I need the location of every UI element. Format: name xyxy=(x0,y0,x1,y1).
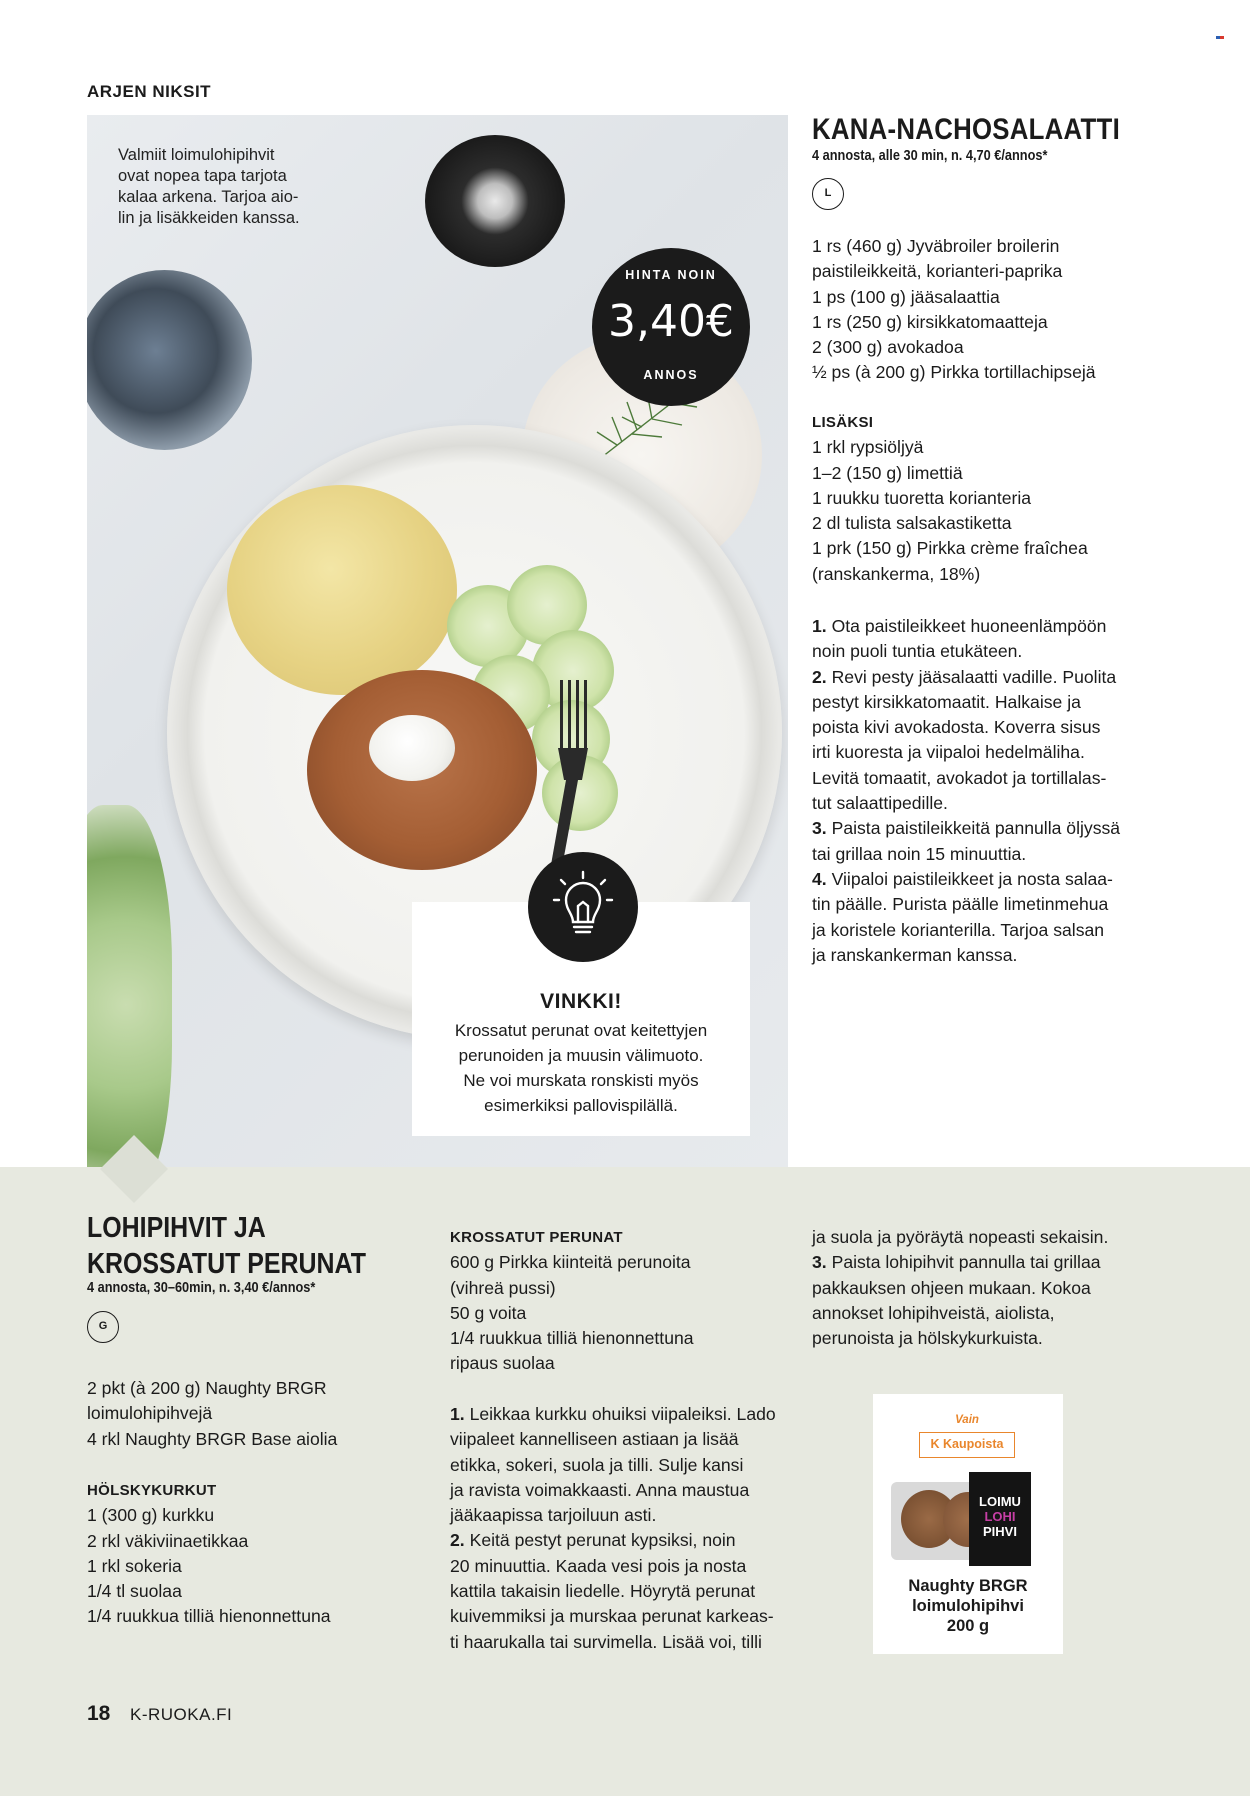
step-line: viipaleet kannelliseen astiaan ja lisää xyxy=(450,1429,739,1450)
badge-top-text: Vain xyxy=(955,1414,979,1426)
extras-line: (ranskankerma, 18%) xyxy=(812,563,981,584)
potatoes-heading: KROSSATUT PERUNAT xyxy=(450,1229,623,1246)
tip-title: VINKKI! xyxy=(540,990,622,1013)
extras-heading: LISÄKSI xyxy=(812,414,874,431)
price-badge-value: 3,40€ xyxy=(608,296,734,347)
step-line: Levitä tomaatit, avokadot ja tortillalas- xyxy=(812,767,1107,788)
pickles-heading: HÖLSKYKURKUT xyxy=(87,1482,217,1499)
ingredient-line: 1 ps (100 g) jääsalaattia xyxy=(812,286,1000,307)
price-badge-bottom: ANNOS xyxy=(643,368,699,382)
recipe-meta: 4 annosta, alle 30 min, n. 4,70 €/annos* xyxy=(812,148,1048,164)
caption-line: Valmiit loimulohipihvit xyxy=(118,146,275,164)
product-box xyxy=(873,1394,1063,1654)
step-line: perunoista ja hölskykurkuista. xyxy=(812,1328,1043,1349)
caption-line: lin ja lisäkkeiden kanssa. xyxy=(118,209,300,227)
step-line: poista kivi avokadosta. Koverra sisus xyxy=(812,717,1101,738)
step-line: ja ravista voimakkaasti. Anna maustua xyxy=(450,1479,750,1500)
extras-line: 1 prk (150 g) Pirkka crème fraîchea xyxy=(812,538,1088,559)
package-label xyxy=(969,1472,1031,1566)
extras-line: 2 dl tulista salsakastiketta xyxy=(812,513,1012,534)
step-line: kattila takaisin liedelle. Höyrytä perunat xyxy=(450,1581,756,1602)
recipe-title: KANA-NACHOSALAATTI xyxy=(812,113,1121,146)
step-line: 1. Leikkaa kurkku ohuiksi viipaleiksi. Lado xyxy=(450,1404,776,1424)
ingredient-line: (vihreä pussi) xyxy=(450,1277,556,1298)
aioli-dollop xyxy=(369,715,455,781)
badge-main-text: K Kaupoista xyxy=(919,1432,1015,1458)
step-line: 1. Ota paistileikkeet huoneenlämpöön xyxy=(812,616,1107,636)
step-line: ja ranskankerman kanssa. xyxy=(812,944,1018,965)
step-line: 20 minuuttia. Kaada vesi pois ja nosta xyxy=(450,1555,747,1576)
product-name xyxy=(873,1576,1063,1636)
step-line: tut salaattipedille. xyxy=(812,793,948,814)
ingredient-line: 4 rkl Naughty BRGR Base aiolia xyxy=(87,1428,338,1449)
package-label-line: PIHVI xyxy=(983,1524,1017,1539)
ingredient-line: 1 (300 g) kurkku xyxy=(87,1505,215,1526)
step-line: pakkauksen ohjeen mukaan. Kokoa xyxy=(812,1277,1091,1298)
step-line: noin puoli tuntia etukäteen. xyxy=(812,641,1023,662)
bottom-recipe-title xyxy=(87,1210,366,1282)
photo-caption xyxy=(118,145,328,229)
extras-line: 1 rkl rypsiöljyä xyxy=(812,437,924,458)
step-line: kuivemmiksi ja murskaa perunat karkeas- xyxy=(450,1606,774,1627)
price-badge-top: HINTA NOIN xyxy=(625,268,717,282)
step-line: 3. Paista lohipihvit pannulla tai grillaa xyxy=(812,1252,1101,1273)
bottom-ingredient-list xyxy=(87,1376,337,1452)
extras-line: 1–2 (150 g) limettiä xyxy=(812,462,963,483)
package-label-line: LOHI xyxy=(984,1509,1016,1524)
step-line: tin päälle. Purista päälle limetinmehua xyxy=(812,894,1109,915)
extras-list xyxy=(812,410,1088,587)
salt-bowl xyxy=(425,135,565,267)
step-line: annokset lohipihveistä, aiolista, xyxy=(812,1302,1055,1323)
title-line: LOHIPIHVIT JA xyxy=(87,1212,266,1244)
extras-line: 1 ruukku tuoretta korianteria xyxy=(812,487,1032,508)
cucumber-bowl xyxy=(87,805,172,1167)
step-line: 3. Paista paistileikkeitä pannulla öljyssä xyxy=(812,818,1121,839)
ingredient-line: 600 g Pirkka kiinteitä perunoita xyxy=(450,1252,691,1273)
method-steps xyxy=(812,614,1120,968)
ingredient-line: 1 rs (250 g) kirsikkatomaatteja xyxy=(812,311,1048,332)
ingredient-line: 2 pkt (à 200 g) Naughty BRGR xyxy=(87,1378,327,1398)
step-line: irti kuoresta ja viipaloi hedelmäliha. xyxy=(812,742,1085,763)
diet-badge-gluten-free: G xyxy=(87,1311,119,1343)
step-line: ti haarukalla tai survimella. Lisää voi, tilli xyxy=(450,1631,762,1652)
step-line: jääkaapissa tarjoiluun asti. xyxy=(450,1505,657,1526)
pickles-list xyxy=(87,1478,331,1630)
tip-text xyxy=(422,1018,740,1118)
tip-line: Ne voi murskata ronskisti myös xyxy=(463,1071,699,1090)
package-label-line: LOIMU xyxy=(979,1494,1021,1509)
site-link[interactable]: K-RUOKA.FI xyxy=(130,1705,233,1724)
product-name-line: 200 g xyxy=(946,1617,990,1635)
ingredient-line: 1 rkl sokeria xyxy=(87,1555,182,1576)
tip-line: Krossatut perunat ovat keitettyjen xyxy=(454,1021,708,1040)
section-label: ARJEN NIKSIT xyxy=(87,82,212,101)
ingredient-line: ½ ps (à 200 g) Pirkka tortillachipsejä xyxy=(812,362,1096,383)
step-line: ja suola ja pyöräytä nopeasti sekaisin. xyxy=(812,1227,1109,1247)
ingredient-line: 1/4 tl suolaa xyxy=(87,1581,182,1602)
ingredient-line: paistileikkeitä, korianteri-paprika xyxy=(812,261,1063,282)
step-line: etikka, sokeri, suola ja tilli. Sulje kansi xyxy=(450,1454,744,1475)
ingredient-line: ripaus suolaa xyxy=(450,1353,555,1374)
tip-line: esimerkiksi pallovispilällä. xyxy=(484,1096,678,1115)
bottom-method-steps-continued xyxy=(812,1225,1108,1351)
product-name-line: Naughty BRGR xyxy=(908,1577,1028,1595)
crushed-potatoes xyxy=(227,485,457,695)
corner-color-mark xyxy=(1216,36,1224,42)
bottom-method-steps xyxy=(450,1402,776,1655)
step-line: pestyt kirsikkatomaatit. Halkaise ja xyxy=(812,691,1081,712)
step-line: tai grillaa noin 15 minuuttia. xyxy=(812,843,1027,864)
step-line: ja koristele korianterilla. Tarjoa salsan xyxy=(812,919,1105,940)
lightbulb-icon xyxy=(528,852,638,962)
tip-line: perunoiden ja muusin välimuoto. xyxy=(458,1046,704,1065)
k-kaupoista-badge xyxy=(915,1414,1019,1466)
step-line: 4. Viipaloi paistileikkeet ja nosta salaa- xyxy=(812,868,1113,889)
price-badge xyxy=(592,248,750,406)
title-line: KROSSATUT PERUNAT xyxy=(87,1248,366,1280)
ingredient-line: 1/4 ruukkua tilliä hienonnettuna xyxy=(450,1328,694,1349)
page-number: 18 xyxy=(87,1702,111,1725)
ingredient-line: loimulohipihvejä xyxy=(87,1403,213,1424)
caption-line: ovat nopea tapa tarjota xyxy=(118,167,287,185)
ingredient-line: 50 g voita xyxy=(450,1302,527,1323)
water-glass xyxy=(87,270,252,450)
ingredient-line: 1/4 ruukkua tilliä hienonnettuna xyxy=(87,1606,331,1627)
potatoes-list xyxy=(450,1225,694,1377)
product-name-line: loimulohipihvi xyxy=(912,1597,1024,1615)
step-line: 2. Keitä pestyt perunat kypsiksi, noin xyxy=(450,1530,736,1551)
diet-badge-lactose-free: L xyxy=(812,178,844,210)
ingredient-line: 1 rs (460 g) Jyväbroiler broilerin xyxy=(812,236,1060,256)
step-line: 2. Revi pesty jääsalaatti vadille. Puolita xyxy=(812,666,1117,687)
ingredient-line: 2 (300 g) avokadoa xyxy=(812,337,964,358)
ingredient-list xyxy=(812,234,1096,386)
bottom-recipe-meta: 4 annosta, 30–60min, n. 3,40 €/annos* xyxy=(87,1280,316,1296)
ingredient-line: 2 rkl väkiviinaetikkaa xyxy=(87,1530,249,1551)
caption-line: kalaa arkena. Tarjoa aio- xyxy=(118,188,299,206)
